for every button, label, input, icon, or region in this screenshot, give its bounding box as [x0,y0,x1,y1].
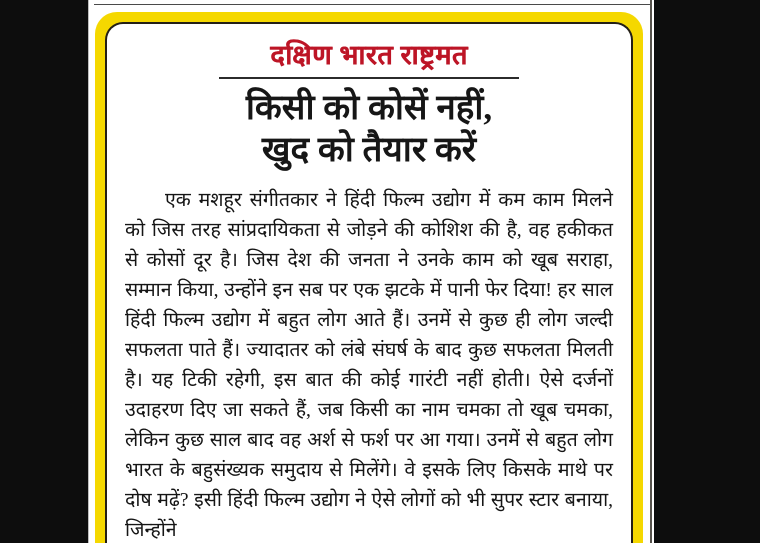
masthead-divider-rule [219,77,519,79]
publication-masthead: दक्षिण भारत राष्ट्रमत [270,40,468,70]
letterbox-bar-left [0,0,88,543]
page-right-edge [650,0,652,543]
yellow-article-frame [95,12,643,543]
article-headline [125,87,613,172]
article-body-text: एक मशहूर संगीतकार ने हिंदी फिल्म उद्योग में कम काम मिलने को जिस तरह सांप्रदायिकता से जोड़ने की कोशिश की है, वह हकीकत से कोसों दूर है। जिस देश की जनता ने उनके काम को खूब सराहा, सम्मान किया, उन्होंने इन सब पर एक झटके में पानी फेर दिया! हर साल हिंदी फिल्म उद्योग में बहुत लोग आते हैं। उनमें से कुछ ही लोग जल्दी सफलता पाते हैं। ज्यादातर को लंबे संघर्ष के बाद कुछ सफलता मिलती है। यह टिकी रहेगी, इस बात की कोई गारंटी नहीं होती। ऐसे दर्जनों उदाहरण दिए जा सकते हैं, जब किसी का नाम चमका तो खूब चमका, लेकिन कुछ साल बाद वह अर्श से फर्श पर आ गया। उनमें से बहुत लोग भारत के बहुसंख्यक समुदाय से मिलेंगे। वे इसके लिए किसके माथे पर दोष मढ़ें? इसी हिंदी फिल्म उद्योग ने ऐसे लोगों को भी सुपर स्टार बनाया, जिन्होंने [125,190,613,542]
page-top-rule [94,4,650,5]
letterbox-bar-right [654,0,760,543]
article-frame-inner-border [105,22,633,543]
headline-line-2: खुद को तैयार करें [261,130,477,170]
newspaper-page [88,0,654,543]
headline-line-1: किसी को कोसें नहीं, [245,87,493,127]
page-left-edge [88,0,89,543]
article-content [107,24,631,543]
